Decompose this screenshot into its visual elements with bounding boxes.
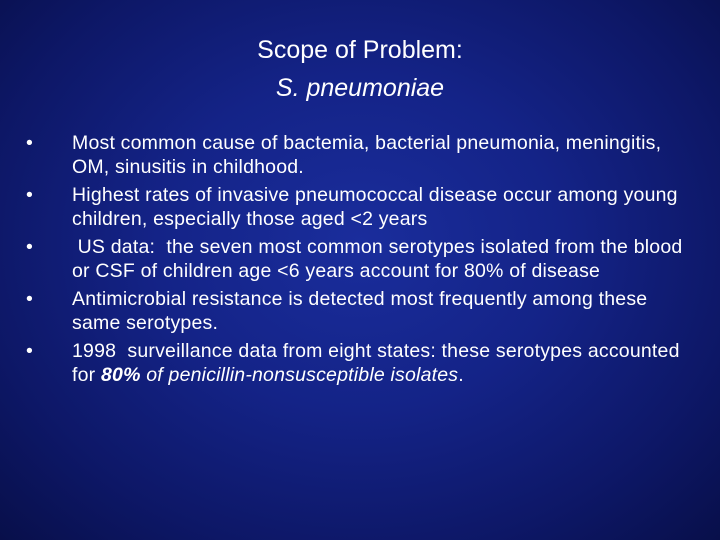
bullet-text-emphasis-percent: 80% bbox=[100, 363, 141, 386]
bullet-dot: • bbox=[26, 288, 34, 310]
bullet-text-plain: 1998 surveillance data from eight states: these serotypes accounted for bbox=[72, 340, 686, 386]
bullet-dot: • bbox=[26, 132, 34, 154]
bullet-item bbox=[26, 340, 696, 387]
bullet-item bbox=[26, 132, 696, 179]
slide-title bbox=[0, 31, 720, 107]
bullet-text: Antimicrobial resistance is detected most frequently among these same serotypes. bbox=[72, 288, 648, 334]
bullet-text bbox=[72, 340, 685, 386]
bullet-item bbox=[26, 288, 696, 335]
bullet-dot: • bbox=[26, 184, 34, 206]
bullet-text-end: . bbox=[458, 363, 464, 386]
bullet-item bbox=[26, 184, 696, 231]
bullet-text-emphasis: of penicillin-nonsusceptible isolates bbox=[140, 363, 459, 386]
bullet-text: US data: the seven most common serotypes isolated from the blood or CSF of children age <6 years account for 80% of disease bbox=[72, 236, 689, 282]
title-line-2: S. pneumoniae bbox=[275, 74, 445, 102]
bullet-dot: • bbox=[26, 340, 34, 362]
bullet-text: Most common cause of bactemia, bacterial pneumonia, meningitis, OM, sinusitis in childhood. bbox=[72, 132, 662, 178]
bullet-list bbox=[26, 132, 696, 392]
title-line-1: Scope of Problem: bbox=[257, 36, 463, 64]
bullet-item bbox=[26, 236, 696, 283]
bullet-text: Highest rates of invasive pneumococcal disease occur among young children, especially those aged <2 years bbox=[72, 184, 678, 230]
bullet-dot: • bbox=[26, 236, 34, 258]
